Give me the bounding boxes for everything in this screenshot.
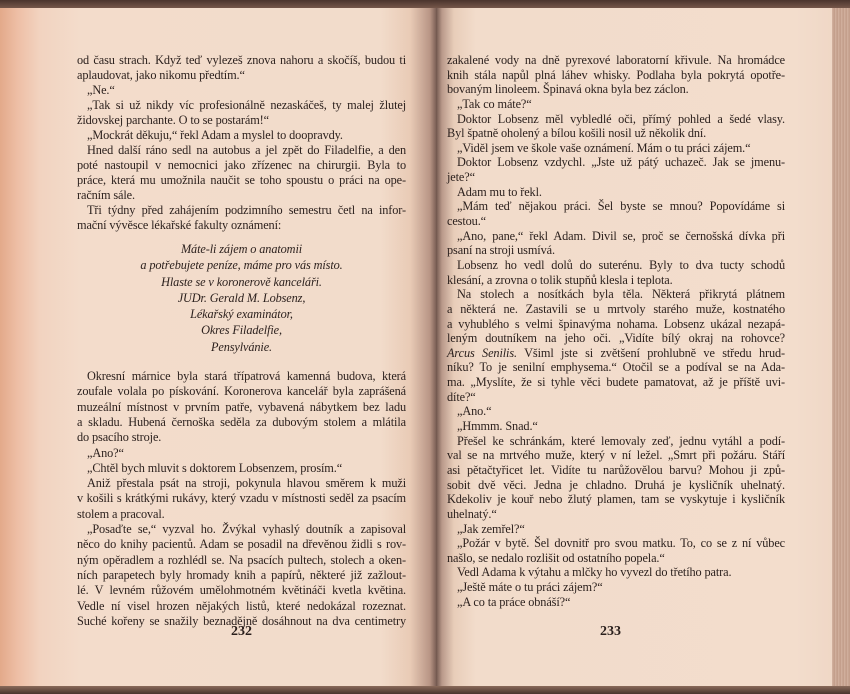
paragraph: [447, 199, 785, 228]
scan-bottom-border: [0, 686, 850, 694]
notice-line: Okres Filadelfie,: [201, 323, 282, 338]
text-line: „Ještě máte o tu práci zájem?“: [457, 580, 603, 595]
page-number-right: 233: [600, 624, 621, 639]
paragraph: [447, 155, 785, 184]
text-line: a skladu. Hubená černoška seděla za dubovým stolem a mlátila: [77, 414, 406, 429]
text-line: a některá ne. Zastavili se u mrtvoly starého muže, kostnatého: [447, 301, 785, 316]
text-line: „Viděl jsem ve škole vaše oznámení. Mám o tu práci zájem.“: [457, 140, 751, 155]
text-line: lé. V levném růžovém umělohmotném květináči kvetla květina.: [77, 583, 406, 598]
text-line: Byl špatně oholený a bílou košili nosil už několik dní.: [447, 126, 707, 141]
text-line: „Chtěl bych mluvit s doktorem Lobsenzem, prosím.“: [87, 460, 343, 475]
text-line: práce, která mu umožnila naučit se toho spoustu o práci na ope-: [77, 173, 406, 187]
paragraph: [447, 565, 785, 580]
notice-line: Lékařský examinátor,: [190, 307, 293, 322]
text-line: jete?“: [447, 170, 475, 185]
text-line: sobit dvě věci. Jedna je chladno. Druhá je kysličník uhelnatý.: [447, 477, 785, 492]
text-line: Vedle ní visel hrozen nějakých listů, které nedokázal rozeznat.: [77, 598, 406, 613]
left-paragraphs-after-notice: [77, 369, 406, 629]
paragraph: [447, 595, 785, 610]
text-line: bovaným linoleem. Špinavá okna byla bez záclon.: [447, 82, 689, 97]
text-line: val se na mrtvého muže, který v ní ležel. „Smrt při požáru. Stáří: [447, 448, 785, 463]
notice-line: JUDr. Gerald M. Lobsenz,: [177, 290, 306, 305]
text-line: „Mockrát děkuju,“ řekl Adam a myslel to doopravdy.: [87, 128, 343, 142]
text-line: ních parapetech byly hromady knih a papírů, některé již zažlout-: [77, 567, 406, 582]
text-line: díte?“: [447, 389, 476, 404]
text-line: cestou.“: [447, 214, 486, 229]
text-line: níku? To je senilní emphysema.“ Otočil se a podíval se na Ada-: [447, 360, 785, 375]
text-line: ma. „Myslíte, že si tyhle věci budete pamatovat, až je příště uvi-: [447, 375, 785, 390]
right-page-text: [447, 53, 785, 609]
paragraph: [77, 522, 406, 629]
paragraph: [447, 434, 785, 522]
text-line: „Jak zemřel?“: [457, 521, 525, 536]
text-line: ným opěradlem a rozhlédl se. Na psacích pultech, stolech a oken-: [77, 552, 406, 567]
text-line: „Ano?“: [87, 445, 124, 460]
text-line: „Ano, pane,“ řekl Adam. Divil se, proč se černošská dívka při: [457, 228, 785, 243]
paragraph: [447, 229, 785, 258]
notice-line: a potřebujete peníze, máme pro vás místo.: [140, 258, 343, 273]
text-line: Kdekoliv je kouř nebo žlutý plamen, tam se vyskytuje i kysličník: [447, 492, 785, 507]
text-run: Všiml jste si zvětšení prohlubně ve středu hrud-: [516, 345, 785, 360]
text-line: Na stolech a nosítkách byla těla. Některá přikrytá plátnem: [457, 287, 785, 302]
text-line: [447, 346, 785, 361]
notice-text: [77, 241, 406, 355]
notice-line: Pensylvánie.: [210, 339, 273, 354]
text-line: Suché kořeny se snažily beznadějně dosáhnout na dva centimetry: [77, 613, 406, 628]
paragraph: [447, 258, 785, 287]
notice-line: Hlaste se v koronerově kanceláři.: [161, 274, 322, 289]
text-line: našlo, se nedalo rozlišit od ostatního popela.“: [447, 550, 665, 565]
paragraph: [77, 83, 406, 98]
paragraph: [447, 522, 785, 537]
text-line: knih stála napůl plná láhev whisky. Podlaha byla pokrytá opotře-: [447, 67, 785, 82]
paragraph: [447, 185, 785, 200]
paragraph: [77, 98, 406, 128]
paragraph: [447, 141, 785, 156]
paragraph: [447, 404, 785, 419]
paragraph: [447, 536, 785, 565]
text-line: „Požár v bytě. Šel dovnitř pro svou matku. To, co se z ní vůbec: [457, 536, 785, 551]
text-line: račním sále.: [77, 188, 135, 202]
right-paragraphs: [447, 53, 785, 609]
text-line: „Tak si už nikdy víc profesionálně nezaskáčeš, ty malej žlutej: [87, 98, 406, 112]
text-line: a vyhublého s velmi špinavýma nohama. Lobsenz ukázal nezapá-: [447, 316, 785, 331]
paragraph: [77, 203, 406, 233]
text-line: muzeální místnost v prvním patře, vybavená nábytkem bez ladu: [77, 399, 406, 414]
paragraph: [77, 446, 406, 461]
text-line: leným doutníkem na jeho oči. „Vidíte bílý okraj na rohovce?: [447, 331, 785, 346]
text-line: zoufale volala po pískování. Koronerova kancelář byla zaprášená: [77, 384, 406, 399]
paragraph: [77, 53, 406, 83]
paragraph: [77, 128, 406, 143]
text-line: Doktor Lobsenz vzdychl. „Jste už pátý uchazeč. Jak se jmenu-: [457, 155, 785, 170]
paragraph: [447, 97, 785, 112]
text-line: Lobsenz ho vedl dolů do suterénu. Byly to dva tucty schodů: [457, 257, 785, 272]
text-line: „Ano.“: [457, 404, 492, 419]
text-line: Okresní márnice byla stará třípatrová kamenná budova, která: [87, 369, 406, 384]
text-line: Hned další ráno sedl na autobus a jel zpět do Filadelfie, a den: [87, 143, 406, 157]
left-paragraphs-before-notice: [77, 53, 406, 233]
paragraph: [77, 461, 406, 476]
paragraph: [447, 580, 785, 595]
text-line: stolem a pracoval.: [77, 506, 165, 521]
text-line: zakalené vody na dně pyrexové laboratorní křivule. Na hromádce: [447, 53, 785, 67]
text-line: Přešel ke schránkám, které lemovaly zeď, jednu vytáhl a podí-: [457, 433, 785, 448]
notice-line: Máte-li zájem o anatomii: [180, 242, 303, 256]
text-line: v košili s krátkými rukávy, který vzadu v místnosti seděl za psacím: [77, 491, 406, 506]
left-page-text: [77, 53, 406, 629]
text-line: od času strach. Když teď vylezeš znova nahoru a skočíš, budou ti: [77, 53, 406, 67]
italic-term: Arcus Senilis.: [447, 345, 517, 360]
paragraph: [77, 476, 406, 522]
text-line: aplaudovat, jako nikomu předtím.“: [77, 68, 245, 82]
paragraph: [447, 53, 785, 97]
text-line: židovskej parchante. O to se postarám!“: [77, 113, 269, 127]
text-line: poté nastoupil v nemocnici jako zřízenec na chirurgii. Byla to: [77, 158, 406, 172]
text-line: něco do knihy pacientů. Adam se posadil na dřevěnou židli s rov-: [77, 537, 406, 552]
text-line: uhelnatý.“: [447, 506, 497, 521]
text-line: mační vývěsce lékařské fakulty oznámení:: [77, 218, 282, 232]
book-page-edges: [832, 8, 850, 687]
text-line: „Tak co máte?“: [457, 96, 532, 111]
paragraph: [447, 287, 785, 404]
text-line: klesání, a zrovna o tolik stupňů klesla i teplota.: [447, 272, 673, 287]
text-line: psaní na stroji usmívá.: [447, 243, 555, 258]
paragraph: [77, 369, 406, 445]
text-line: do psacího stroje.: [77, 430, 162, 445]
text-line: „Hmmm. Snad.“: [457, 419, 538, 434]
text-line: „A co ta práce obnáší?“: [457, 594, 571, 609]
page-number-left: 232: [231, 624, 252, 639]
paragraph: [447, 419, 785, 434]
text-line: Adam mu to řekl.: [457, 184, 542, 199]
text-line: Tři týdny před zahájením podzimního semestru četl na infor-: [87, 203, 406, 217]
text-line: „Ne.“: [87, 83, 115, 97]
paragraph: [77, 143, 406, 203]
text-line: Vedl Adama k výtahu a mlčky ho vyvezl do třetího patra.: [457, 565, 732, 580]
text-line: Doktor Lobsenz měl vybledlé oči, přímý pohled a šedé vlasy.: [457, 111, 785, 126]
text-line: asi pětačtyřicet let. Vidíte tu narůžovělou barvu? Mohou ji způ-: [447, 462, 785, 477]
text-line: „Mám teď nějakou práci. Šel byste se mnou? Popovídáme si: [457, 199, 785, 214]
text-line: Aniž přestala psát na stroji, pokynula hlavou směrem k muži: [87, 476, 406, 491]
text-line: „Posaďte se,“ vyzval ho. Žvýkal vyhaslý doutník a zapisoval: [87, 522, 406, 537]
paragraph: [447, 112, 785, 141]
